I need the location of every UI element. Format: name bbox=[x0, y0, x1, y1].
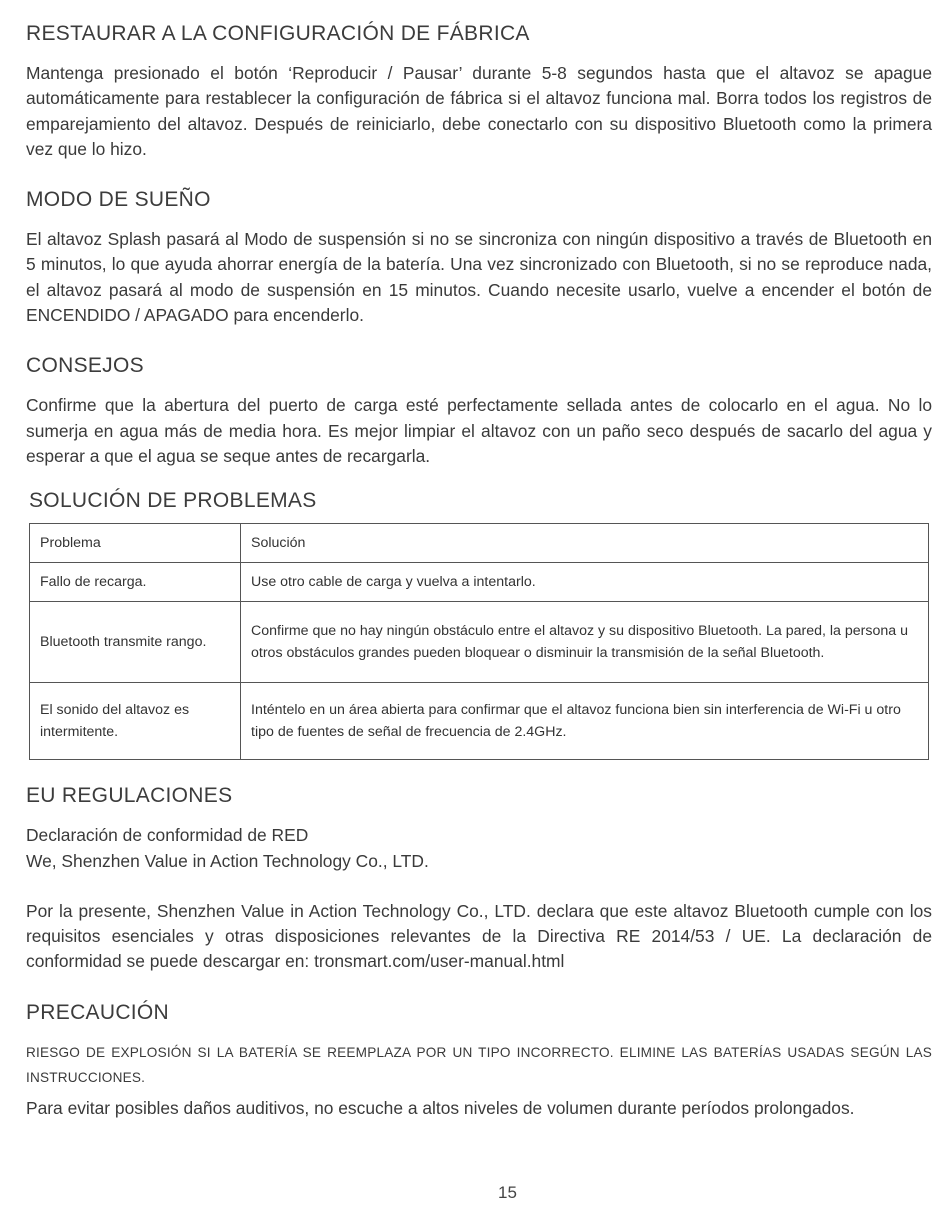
table-header-cell: Solución bbox=[241, 524, 929, 563]
eu-line-declaration: Declaración de conformidad de RED bbox=[26, 825, 309, 846]
section-restaurar bbox=[26, 20, 932, 162]
paragraph-precaucion: Para evitar posibles daños auditivos, no escuche a altos niveles de volumen durante períodos prolongados. bbox=[26, 1097, 855, 1118]
section-sueno bbox=[26, 186, 932, 328]
heading-problemas: SOLUCIÓN DE PROBLEMAS bbox=[29, 489, 317, 513]
page-number: 15 bbox=[498, 1183, 517, 1202]
paragraph-eu: Por la presente, Shenzhen Value in Action Technology Co., LTD. declara que este altavoz Bluetooth cumple con los requisitos esenciales y otras disposiciones relevantes de la Directiva RE 2014/53 / UE. La declaración de conformidad se puede descargar en: tronsmart.com/user-manual.html bbox=[26, 900, 932, 972]
troubleshooting-table bbox=[29, 523, 929, 760]
eu-line-company: We, Shenzhen Value in Action Technology Co., LTD. bbox=[26, 850, 429, 871]
eu-declaration-lines bbox=[26, 823, 932, 874]
table-cell-solution: Confirme que no hay ningún obstáculo entre el altavoz y su dispositivo Bluetooth. La pared, la persona u otros obstáculos grandes pueden bloquear o disminuir la transmisión de la señal Bluetooth. bbox=[241, 602, 929, 683]
table-row bbox=[30, 602, 929, 683]
table-row bbox=[30, 563, 929, 602]
paragraph-sueno: El altavoz Splash pasará al Modo de suspensión si no se sincroniza con ningún dispositivo a través de Bluetooth en 5 minutos, lo que ayuda ahorrar energía de la batería. Una vez sincronizado con Bluetooth, si no se reproduce nada, el altavoz pasará al modo de suspensión en 15 minutos. Cuando necesite usarlo, vuelve a encender el botón de ENCENDIDO / APAGADO para encenderlo. bbox=[26, 229, 932, 326]
paragraph-restaurar: Mantenga presionado el botón ‘Reproducir / Pausar’ durante 5-8 segundos hasta que el altavoz se apague automáticamente para restablecer la configuración de fábrica si el altavoz funciona mal. Borra todos los registros de emparejamiento del altavoz. Después de reiniciarlo, debe conectarlo con su dispositivo Bluetooth como la primera vez que lo hizo. bbox=[26, 63, 932, 159]
table-cell-problem: El sonido del altavoz es intermitente. bbox=[30, 683, 241, 760]
heading-precaucion: PRECAUCIÓN bbox=[26, 1000, 170, 1024]
table-row bbox=[30, 683, 929, 760]
battery-warning: RIESGO DE EXPLOSIÓN SI LA BATERÍA SE REEMPLAZA POR UN TIPO INCORRECTO. ELIMINE LAS BATERÍAS USADAS SEGÚN LAS INSTRUCCIONES. bbox=[26, 1044, 932, 1085]
section-problemas bbox=[26, 487, 932, 760]
table-cell-problem: Bluetooth transmite rango. bbox=[30, 602, 241, 683]
table-cell-solution: Inténtelo en un área abierta para confirmar que el altavoz funciona bien sin interferencia de Wi-Fi u otro tipo de fuentes de señal de frecuencia de 2.4GHz. bbox=[241, 683, 929, 760]
table-cell-problem: Fallo de recarga. bbox=[30, 563, 241, 602]
table-header-row bbox=[30, 524, 929, 563]
heading-sueno: MODO DE SUEÑO bbox=[26, 188, 211, 212]
heading-consejos: CONSEJOS bbox=[26, 354, 144, 378]
heading-restaurar: RESTAURAR A LA CONFIGURACIÓN DE FÁBRICA bbox=[26, 22, 530, 45]
heading-eu: EU REGULACIONES bbox=[26, 784, 233, 808]
page-content bbox=[26, 20, 932, 1145]
paragraph-consejos: Confirme que la abertura del puerto de carga esté perfectamente sellada antes de colocarlo en el agua. No lo sumerja en agua más de media hora. Es mejor limpiar el altavoz con un paño seco después de sacarlo del agua y esperar a que el agua se seque antes de recargarla. bbox=[26, 395, 932, 466]
table-header-cell: Problema bbox=[30, 524, 241, 563]
table-cell-solution: Use otro cable de carga y vuelva a intentarlo. bbox=[241, 563, 929, 602]
section-eu bbox=[26, 782, 932, 974]
section-consejos bbox=[26, 352, 932, 469]
section-precaucion bbox=[26, 999, 932, 1121]
